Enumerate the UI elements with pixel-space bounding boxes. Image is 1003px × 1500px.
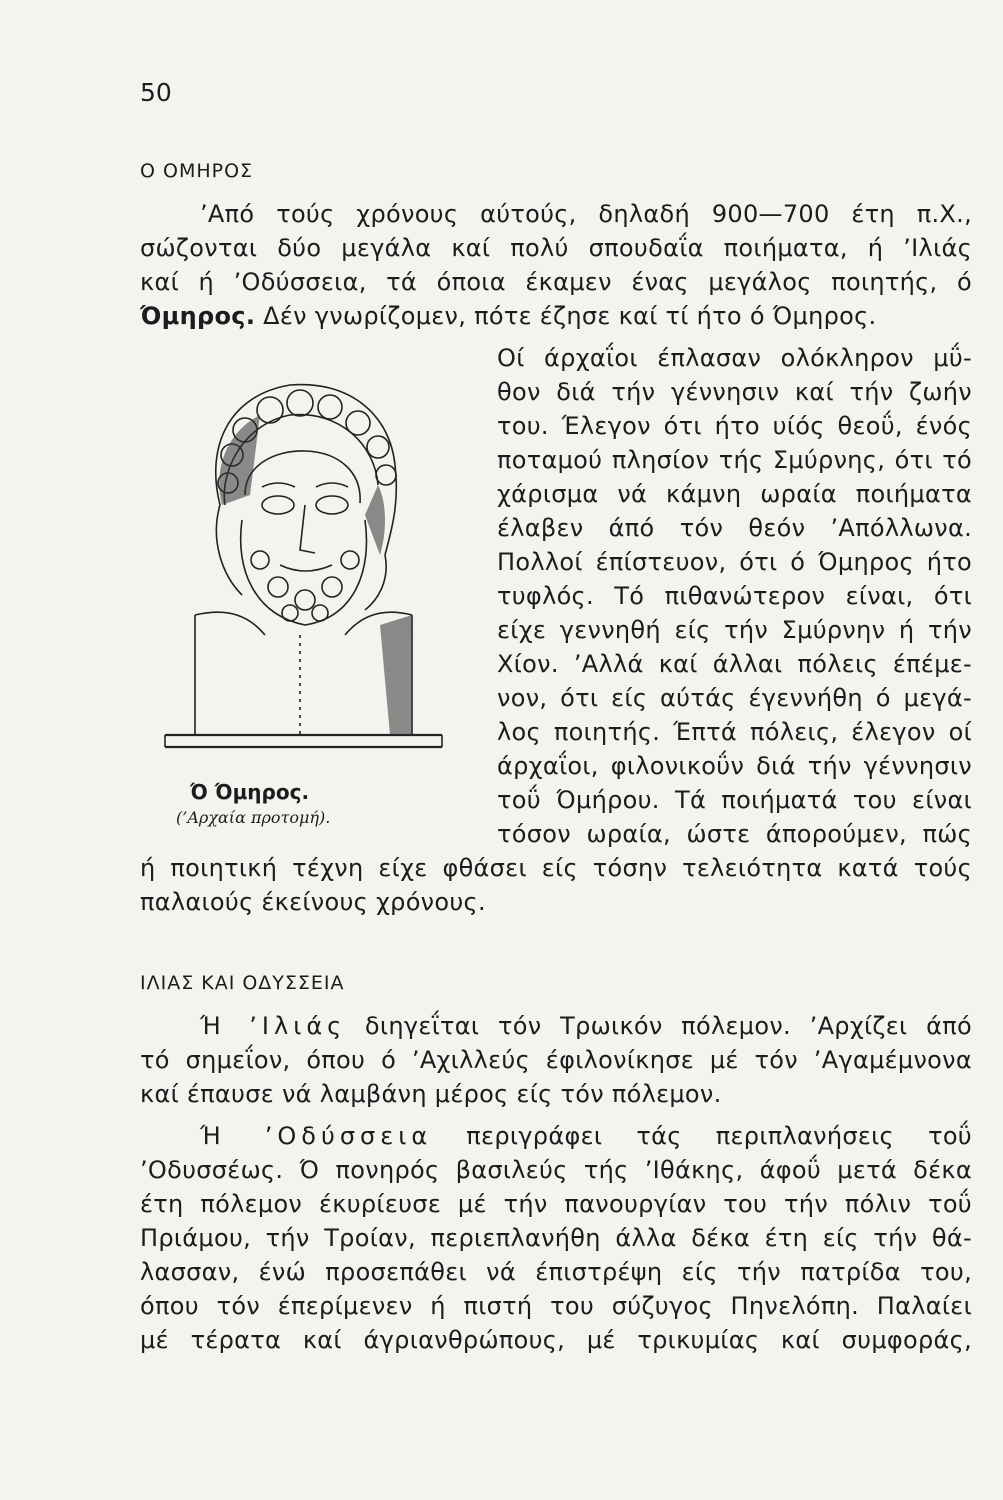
text-line: έλαβεν άπό τόν θεόν ’Απόλλωνα.	[497, 514, 972, 542]
text-line: Πριάμου, τήν Τροίαν, περιεπλανήθη άλλα δέκα έτη είς τήν θά-	[140, 1224, 972, 1252]
text-line: Οί άρχαΐοι έπλασαν ολόκληρον μΰ-	[497, 344, 972, 372]
text-line: ποταμού πλησίον τής Σμύρνης, ότι τό	[497, 446, 972, 474]
text-line	[140, 300, 972, 333]
text-line: λασσαν, ένώ προσεπάθει νά έπιστρέψη είς τήν πατρίδα του,	[140, 1258, 972, 1286]
text-line: έτη πόλεμον έκυρίευσε μέ τήν πανουργίαν του τήν πόλιν τοΰ	[140, 1190, 972, 1218]
text-line: τό σημεΐον, όπου ό ’Αχιλλεύς έφιλονίκησε μέ τόν ’Αγαμέμνονα	[140, 1046, 972, 1074]
text-line: καί ή ’Οδύσσεια, τά όποια έκαμεν ένας μεγάλος ποιητής, ό	[140, 268, 972, 296]
figure-caption-subtitle: (’Αρχαία προτομή).	[176, 808, 331, 827]
text-line: τόσον ωραία, ώστε άπορούμεν, πώς	[497, 820, 972, 848]
text-fragment: διηγεΐται τόν Τρωικόν πόλεμον. ’Αρχίζει άπό	[346, 1012, 972, 1040]
text-line: τοΰ Όμήρου. Τά ποιήματά του είναι	[497, 786, 972, 814]
homer-bust-illustration	[150, 355, 450, 775]
text-line: άρχαΐοι, φιλονικοΰν διά τήν γέννησιν	[497, 752, 972, 780]
text-line	[200, 1120, 972, 1153]
text-line: λος ποιητής. Έπτά πόλεις, έλεγον οί	[497, 718, 972, 746]
text-line: χάρισμα νά κάμνη ωραία ποιήματα	[497, 480, 972, 508]
text-line: είχε γεννηθή είς τήν Σμύρνην ή τήν	[497, 616, 972, 644]
figure-caption-title: Ό Όμηρος.	[190, 780, 310, 804]
text-line: μέ τέρατα καί άγριανθρώπους, μέ τρικυμίας καί συμφοράς,	[140, 1326, 972, 1354]
text-line: νον, ότι είς αύτάς έγεννήθη ό μεγά-	[497, 684, 972, 712]
homer-name-bold: Όμηρος.	[140, 302, 256, 330]
text-line	[200, 1010, 972, 1043]
page-number: 50	[140, 78, 172, 107]
text-line: του. Έλεγον ότι ήτο υίός θεοΰ, ένός	[497, 412, 972, 440]
text-line: θον διά τήν γέννησιν καί τήν ζωήν	[497, 378, 972, 406]
text-line: ’Οδυσσέως. Ό πονηρός βασιλεύς τής ’Ιθάκης, άφοΰ μετά δέκα	[140, 1156, 972, 1184]
text-line: ’Από τούς χρόνους αύτούς, δηλαδή 900—700 έτη π.Χ.,	[200, 200, 972, 228]
section-heading-homer: Ο ΟΜΗΡΟΣ	[140, 160, 254, 182]
section-heading-iliad-odyssey: ΙΛΙΑΣ ΚΑΙ ΟΔΥΣΣΕΙΑ	[140, 972, 345, 994]
iliad-spaced-word: Ή ’Ιλιάς	[200, 1012, 347, 1040]
text-line: ή ποιητική τέχνη είχε φθάσει είς τόσην τελειότητα κατά τούς	[140, 854, 972, 882]
text-line: καί έπαυσε νά λαμβάνη μέρος είς τόν πόλεμον.	[140, 1080, 722, 1108]
text-line: Πολλοί έπίστευον, ότι ό Όμηρος ήτο	[497, 548, 972, 576]
text-line: όπου τόν έπερίμενεν ή πιστή του σύζυγος Πηνελόπη. Παλαίει	[140, 1292, 972, 1320]
text-line: σώζονται δύο μεγάλα καί πολύ σπουδαΐα ποιήματα, ή ’Ιλιάς	[140, 234, 972, 262]
text-line: παλαιούς έκείνους χρόνους.	[140, 888, 486, 916]
text-line: τυφλός. Τό πιθανώτερον είναι, ότι	[497, 582, 972, 610]
text-line: Χίον. ’Αλλά καί άλλαι πόλεις έπέμε-	[497, 650, 972, 678]
text-fragment: περιγράφει τάς περιπλανήσεις τοΰ	[432, 1122, 972, 1150]
odyssey-spaced-word: Ή ’Οδύσσεια	[200, 1122, 433, 1150]
text-fragment: Δέν γνωρίζομεν, πότε έζησε καί τί ήτο ό Όμηρος.	[255, 302, 877, 330]
